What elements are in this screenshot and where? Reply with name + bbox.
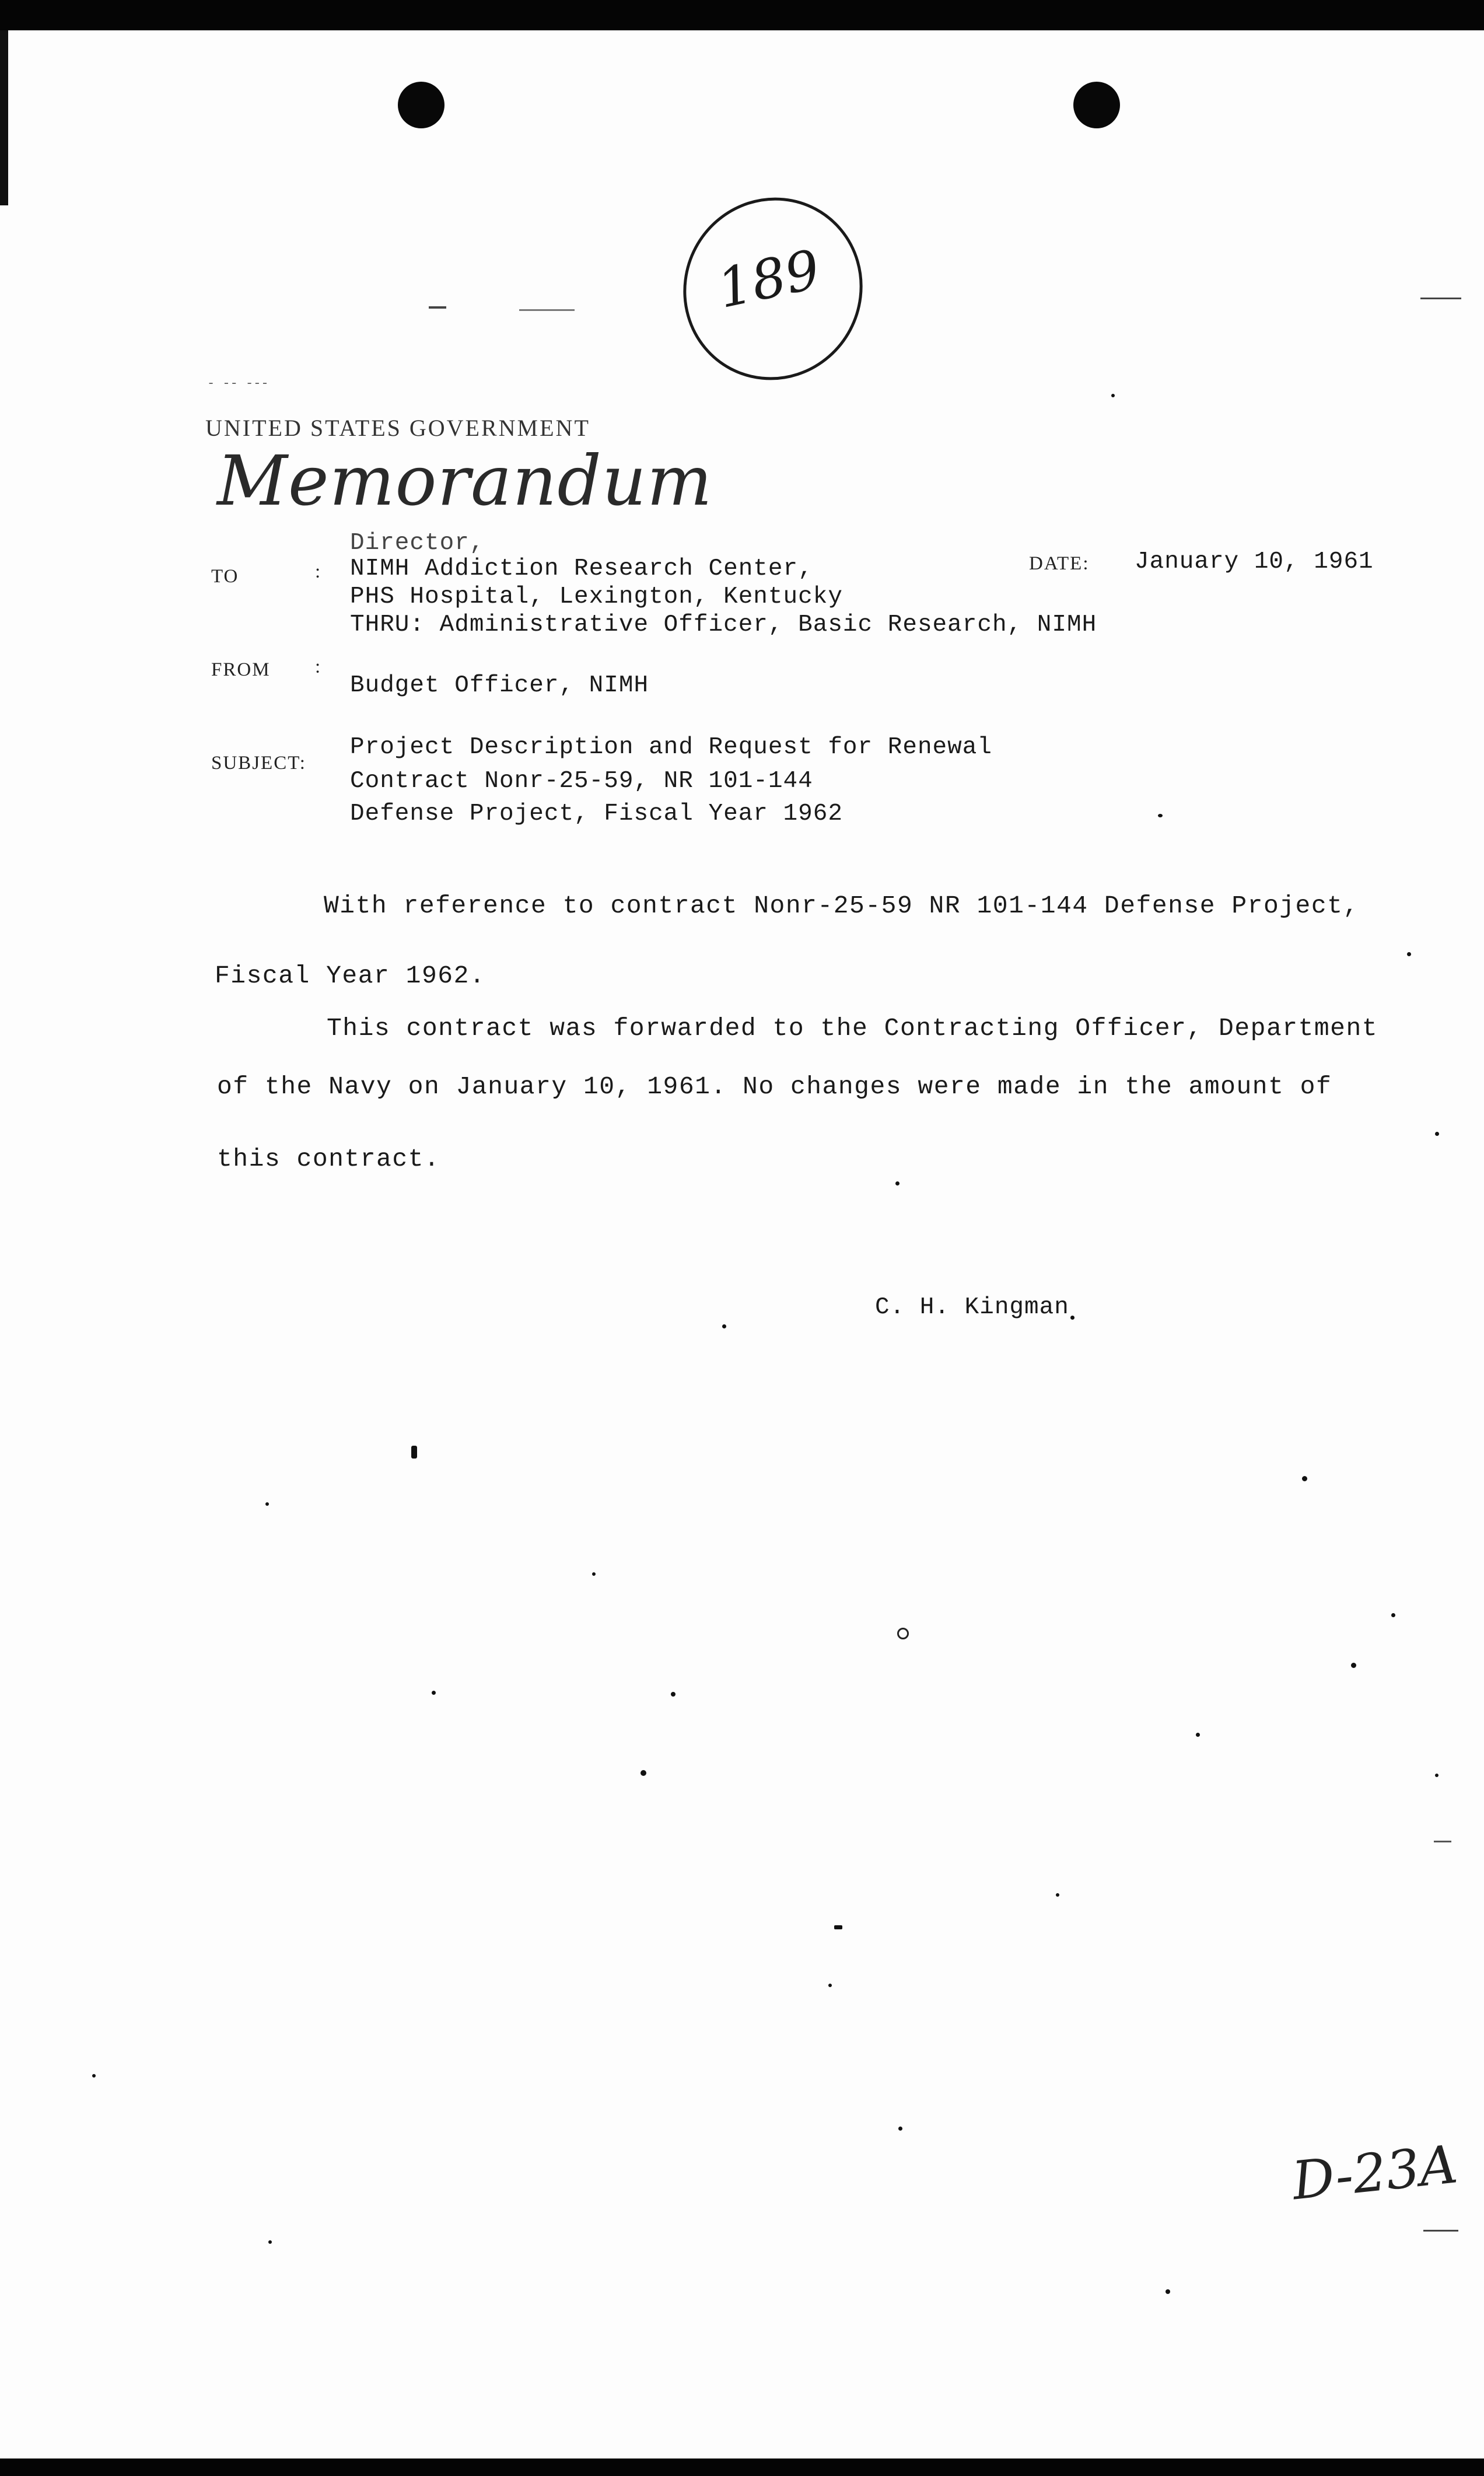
government-heading: UNITED STATES GOVERNMENT [205, 415, 590, 441]
circled-page-number [677, 190, 869, 388]
subject-label: SUBJECT: [211, 753, 306, 774]
scan-speck [592, 1572, 596, 1576]
scan-streak [1420, 298, 1461, 299]
scan-speck [1435, 1774, 1438, 1777]
punch-hole-right [1073, 82, 1120, 128]
scan-border-top [0, 0, 1484, 30]
scan-speck [898, 2127, 902, 2131]
scan-speck [897, 1628, 909, 1639]
subject-line: Contract Nonr-25-59, NR 101-144 [350, 768, 813, 795]
scan-streak [519, 309, 575, 311]
scan-speck [1351, 1663, 1356, 1668]
to-line: NIMH Addiction Research Center, [350, 555, 813, 582]
from-value: Budget Officer, NIMH [350, 672, 649, 699]
scan-speck [1111, 394, 1115, 397]
to-line: Director, [350, 530, 485, 557]
scan-speck [1158, 814, 1163, 817]
punch-hole-left [398, 82, 444, 128]
circled-number-text: 189 [712, 237, 825, 321]
scan-speck [268, 2240, 272, 2244]
scan-border-left [0, 30, 8, 205]
handwritten-file-code: D-23A [1289, 2134, 1461, 2212]
signature-name: C. H. Kingman [875, 1294, 1069, 1321]
scan-speck [265, 1502, 269, 1506]
scan-speck [1407, 952, 1411, 956]
scan-speck [432, 1691, 436, 1695]
subject-line: Project Description and Request for Renewal [350, 734, 992, 761]
scan-speck [1435, 1132, 1439, 1136]
subject-line: Defense Project, Fiscal Year 1962 [350, 800, 843, 827]
to-label: TO [211, 566, 239, 587]
scan-speck [671, 1692, 676, 1697]
scan-speck [1302, 1476, 1307, 1481]
scan-speck [411, 1446, 417, 1459]
scan-speck [895, 1181, 900, 1185]
scan-speck [92, 2074, 96, 2078]
date-value: January 10, 1961 [1135, 548, 1374, 575]
body-paragraph-1-line: With reference to contract Nonr-25-59 NR 101-144 Defense Project, [324, 891, 1359, 920]
scan-speck [722, 1324, 726, 1328]
scan-speck [828, 1984, 832, 1987]
form-number-text: - -- --- [207, 376, 269, 391]
body-paragraph-2-line: of the Navy on January 10, 1961. No changes were made in the amount of [217, 1072, 1332, 1101]
from-colon: : [315, 656, 322, 677]
body-paragraph-2-line: this contract. [217, 1145, 440, 1173]
scan-streak [1434, 1841, 1451, 1842]
thru-line: THRU: Administrative Officer, Basic Research, NIMH [350, 611, 1097, 638]
scan-speck [1166, 2289, 1170, 2294]
scan-speck [640, 1770, 646, 1776]
scan-speck [1391, 1613, 1395, 1617]
body-paragraph-1-line: Fiscal Year 1962. [215, 961, 486, 990]
scan-streak [1423, 2230, 1458, 2232]
scan-speck [1196, 1733, 1200, 1737]
to-line: PHS Hospital, Lexington, Kentucky [350, 583, 843, 610]
to-colon: : [315, 561, 322, 582]
date-label: DATE: [1029, 553, 1090, 574]
scan-border-bottom [0, 2458, 1484, 2476]
from-label: FROM [211, 659, 271, 680]
scan-streak [429, 306, 446, 309]
scan-speck [834, 1925, 842, 1929]
scan-speck [1070, 1316, 1074, 1320]
body-paragraph-2-line: This contract was forwarded to the Contracting Officer, Department [327, 1014, 1378, 1043]
scan-speck [1056, 1893, 1059, 1897]
memorandum-title: Memorandum [217, 440, 713, 521]
